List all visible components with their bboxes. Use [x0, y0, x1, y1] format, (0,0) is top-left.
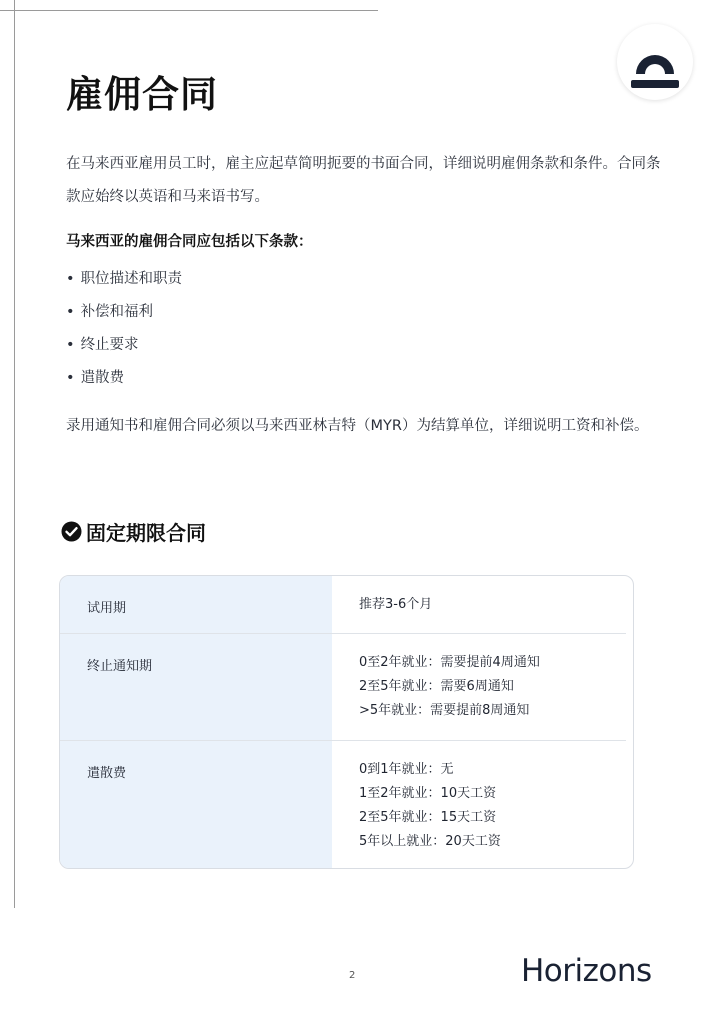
- side-rule: [14, 0, 15, 908]
- terms-list: [66, 263, 182, 395]
- horizons-logo-icon: [617, 24, 693, 100]
- brand-logo: Horizons: [521, 953, 652, 989]
- page-number: 2: [349, 970, 356, 981]
- row-label: 遣散费: [87, 766, 127, 781]
- table-row: [60, 741, 634, 869]
- section-heading: [61, 517, 206, 546]
- top-rule: [0, 10, 378, 11]
- currency-paragraph: 录用通知书和雇佣合同必须以马来西亚林吉特（MYR）为结算单位，详细说明工资和补偿。: [66, 418, 649, 434]
- list-item: • 补偿和福利: [66, 304, 154, 320]
- bullet-icon: •: [66, 337, 75, 353]
- page-title: 雇佣合同: [66, 73, 218, 116]
- bullet-icon: •: [66, 370, 75, 386]
- row-label: 终止通知期: [87, 659, 153, 674]
- section-title: 固定期限合同: [86, 521, 206, 545]
- row-values: 推荐3-6个月: [359, 597, 433, 612]
- list-heading: 马来西亚的雇佣合同应包括以下条款：: [66, 234, 313, 250]
- row-label: 试用期: [87, 601, 127, 616]
- list-item: • 职位描述和职责: [66, 271, 183, 287]
- bullet-icon: •: [66, 304, 75, 320]
- check-circle-icon: [61, 521, 82, 542]
- contract-table: [59, 575, 634, 869]
- table-row: [60, 576, 634, 634]
- row-values: 0至2年就业：需要提前4周通知 2至5年就业：需要6周通知 >5年就业：需要提前8周通知: [359, 655, 540, 718]
- intro-paragraph: 在马来西亚雇用员工时，雇主应起草简明扼要的书面合同，详细说明雇佣条款和条件。合同条款应始终以英语和马来语书写。: [66, 156, 661, 205]
- bullet-icon: •: [66, 271, 75, 287]
- row-values: 0到1年就业：无 1至2年就业：10天工资 2至5年就业：15天工资 5年以上就业：20天工资: [359, 762, 501, 849]
- list-item: • 遣散费: [66, 370, 125, 386]
- list-item: • 终止要求: [66, 337, 139, 353]
- table-row: [60, 634, 634, 741]
